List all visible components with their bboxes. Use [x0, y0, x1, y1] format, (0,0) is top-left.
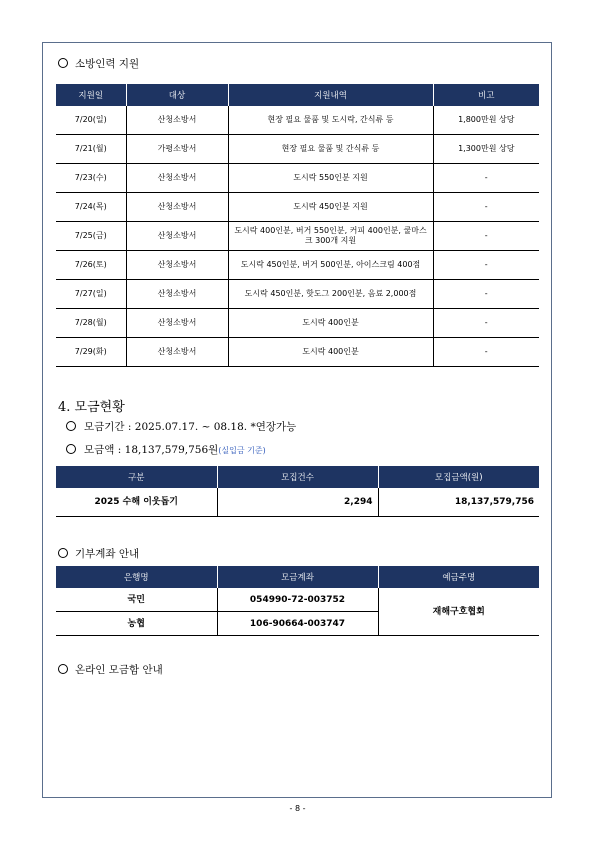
support-detail: 도시락 400인분: [228, 309, 433, 338]
support-detail: 도시락 400인분, 버거 550인분, 커피 400인분, 쿨마스크 300개 지원: [228, 222, 433, 251]
header-category: 구분: [56, 466, 217, 488]
support-date: 7/28(월): [56, 309, 126, 338]
fundraising-count: 2,294: [217, 488, 378, 517]
fundraising-amount: 모금액 : 18,137,579,756원(실입금 기준): [66, 442, 266, 457]
circle-bullet-icon: [58, 58, 68, 68]
support-detail: 현장 필요 물품 및 도시락, 간식류 등: [228, 106, 433, 135]
header-amount: 모집금액(원): [378, 466, 539, 488]
table-row: [56, 338, 539, 367]
support-date: 7/21(월): [56, 135, 126, 164]
table-row: [56, 106, 539, 135]
support-detail: 도시락 400인분: [228, 338, 433, 367]
accounts-table-header: [56, 566, 539, 588]
amount-note: (실입금 기준): [218, 446, 266, 455]
fundraising-table: [56, 466, 539, 517]
header-count: 모집건수: [217, 466, 378, 488]
support-note: -: [433, 251, 539, 280]
page-number: - 8 -: [289, 804, 306, 813]
table-row: [56, 164, 539, 193]
support-date: 7/23(수): [56, 164, 126, 193]
table-row: [56, 309, 539, 338]
support-note: -: [433, 309, 539, 338]
support-note: -: [433, 164, 539, 193]
header-target: 대상: [126, 84, 228, 106]
support-note: -: [433, 193, 539, 222]
support-detail: 도시락 450인분, 핫도그 200인분, 음료 2,000점: [228, 280, 433, 309]
fundraising-heading: 4. 모금현황: [58, 400, 125, 415]
support-date: 7/24(목): [56, 193, 126, 222]
account-holder: 재해구호협회: [378, 588, 539, 636]
table-row: [56, 488, 539, 517]
header-holder: 예금주명: [378, 566, 539, 588]
support-detail: 도시락 450인분, 버거 500인분, 아이스크림 400점: [228, 251, 433, 280]
support-detail: 현장 필요 물품 및 간식류 등: [228, 135, 433, 164]
circle-bullet-icon: [66, 421, 76, 431]
fundraising-table-header: [56, 466, 539, 488]
support-table-header: [56, 84, 539, 106]
support-date: 7/27(일): [56, 280, 126, 309]
circle-bullet-icon: [58, 548, 68, 558]
support-target: 산청소방서: [126, 164, 228, 193]
support-note: 1,800만원 상당: [433, 106, 539, 135]
table-row: [56, 222, 539, 251]
header-account: 모금계좌: [217, 566, 378, 588]
support-note: -: [433, 222, 539, 251]
header-detail: 지원내역: [228, 84, 433, 106]
support-date: 7/26(토): [56, 251, 126, 280]
fundraising-period: 모금기간 : 2025.07.17. ~ 08.18. *연장가능: [66, 419, 296, 434]
fundraising-total: 18,137,579,756: [378, 488, 539, 517]
online-section-title: 온라인 모금함 안내: [58, 662, 163, 677]
support-target: 산청소방서: [126, 106, 228, 135]
fundraising-category: 2025 수해 이웃돕기: [56, 488, 217, 517]
support-note: -: [433, 338, 539, 367]
bank-name: 농협: [56, 612, 217, 636]
support-target: 가평소방서: [126, 135, 228, 164]
support-date: 7/20(일): [56, 106, 126, 135]
support-target: 산청소방서: [126, 280, 228, 309]
circle-bullet-icon: [66, 444, 76, 454]
circle-bullet-icon: [58, 664, 68, 674]
support-note: -: [433, 280, 539, 309]
support-note: 1,300만원 상당: [433, 135, 539, 164]
account-number: 054990-72-003752: [217, 588, 378, 612]
header-bank: 은행명: [56, 566, 217, 588]
bank-name: 국민: [56, 588, 217, 612]
accounts-section-title: 기부계좌 안내: [58, 546, 139, 561]
support-date: 7/25(금): [56, 222, 126, 251]
support-target: 산청소방서: [126, 251, 228, 280]
table-row: [56, 135, 539, 164]
support-detail: 도시락 450인분 지원: [228, 193, 433, 222]
support-section-title: 소방인력 지원: [58, 56, 139, 71]
support-target: 산청소방서: [126, 338, 228, 367]
header-date: 지원일: [56, 84, 126, 106]
support-date: 7/29(화): [56, 338, 126, 367]
support-target: 산청소방서: [126, 193, 228, 222]
support-detail: 도시락 550인분 지원: [228, 164, 433, 193]
table-row: [56, 280, 539, 309]
table-row: [56, 588, 539, 612]
support-target: 산청소방서: [126, 309, 228, 338]
support-table: [56, 84, 539, 367]
accounts-table: [56, 566, 539, 636]
table-row: [56, 251, 539, 280]
support-target: 산청소방서: [126, 222, 228, 251]
account-number: 106-90664-003747: [217, 612, 378, 636]
header-note: 비고: [433, 84, 539, 106]
table-row: [56, 193, 539, 222]
